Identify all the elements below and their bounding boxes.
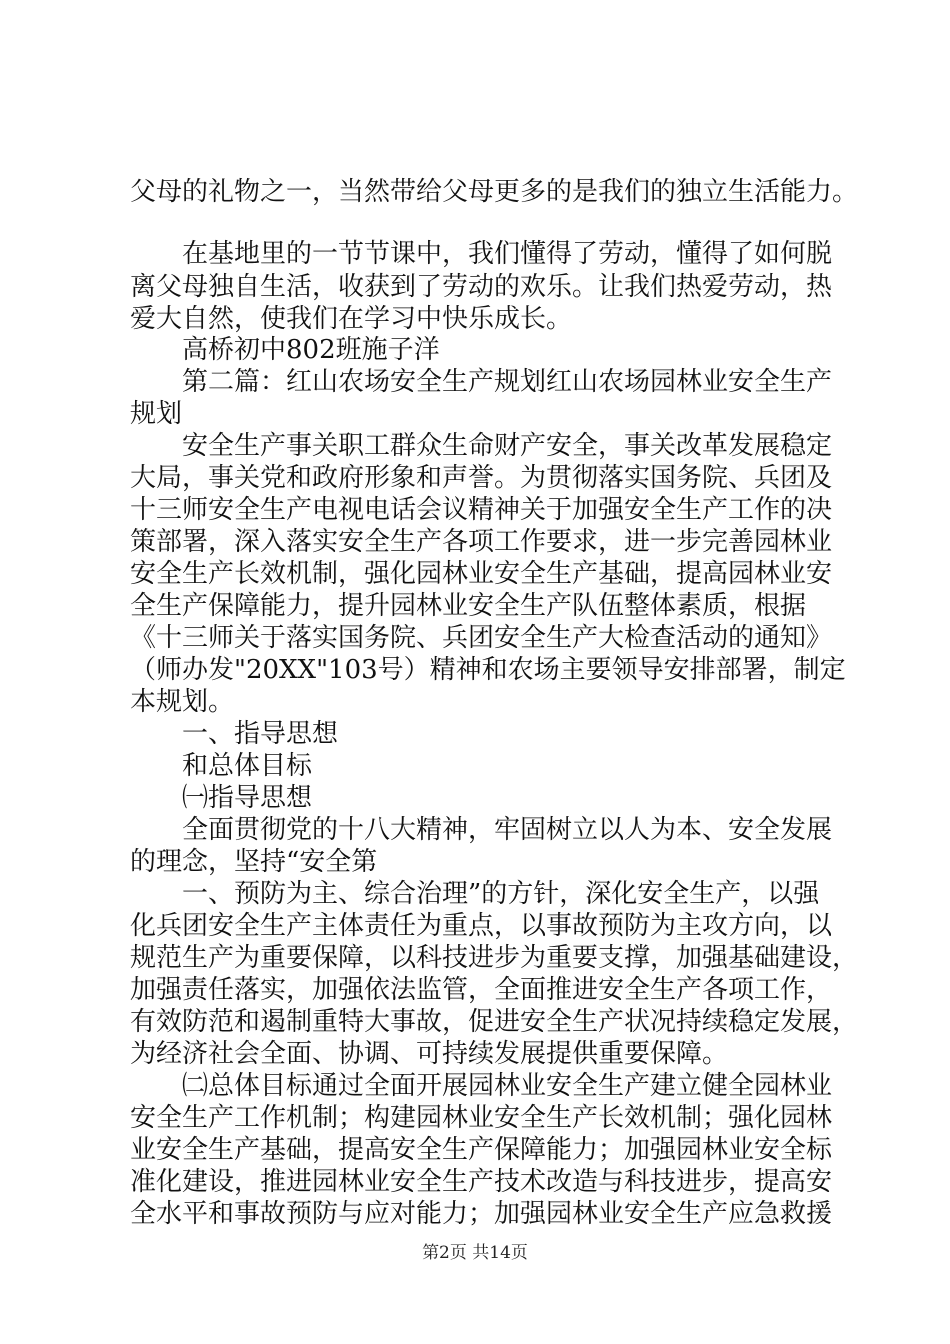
body-line: 准化建设，推进园林业安全生产技术改造与科技进步，提高安 <box>130 1167 833 1197</box>
body-line: ㈡总体目标通过全面开展园林业安全生产建立健全园林业 <box>182 1071 833 1101</box>
body-line: 一、预防为主、综合治理”的方针，深化安全生产，以强 <box>182 879 820 909</box>
body-line: 安全生产工作机制；构建园林业安全生产长效机制；强化园林 <box>130 1103 833 1133</box>
page-number-footer: 第2页 共14页 <box>422 1243 528 1263</box>
body-line: 全生产保障能力，提升园林业安全生产队伍整体素质，根据 <box>130 591 807 621</box>
body-line: 策部署，深入落实安全生产各项工作要求，进一步完善园林业 <box>130 527 833 557</box>
body-line: 安全生产长效机制，强化园林业安全生产基础，提高园林业安 <box>130 559 833 589</box>
body-line: 大局，事关党和政府形象和声誉。为贯彻落实国务院、兵团及 <box>130 463 833 493</box>
body-line: 离父母独自生活，收获到了劳动的欢乐。让我们热爱劳动，热 <box>130 272 833 302</box>
body-line: 规范生产为重要保障，以科技进步为重要支撑，加强基础建设， <box>130 943 859 973</box>
body-line: 《十三师关于落实国务院、兵团安全生产大检查活动的通知》 <box>130 623 833 653</box>
subsection-heading: 一、指导思想 <box>182 719 339 749</box>
body-line: 爱大自然，使我们在学习中快乐成长。 <box>130 304 573 334</box>
body-line: 有效防范和遏制重特大事故，促进安全生产状况持续稳定发展， <box>130 1007 859 1037</box>
subsection-heading: ㈠指导思想 <box>182 783 313 813</box>
body-line: 在基地里的一节节课中，我们懂得了劳动，懂得了如何脱 <box>182 239 833 269</box>
author-line: 高桥初中802班施子洋 <box>182 335 440 365</box>
section-heading: 规划 <box>130 399 183 429</box>
body-line: 业安全生产基础，提高安全生产保障能力；加强园林业安全标 <box>130 1135 833 1165</box>
body-line: （师办发"20XX"103号）精神和农场主要领导安排部署，制定 <box>130 655 846 685</box>
body-line: 十三师安全生产电视电话会议精神关于加强安全生产工作的决 <box>130 495 833 525</box>
body-line: 的理念，坚持“安全第 <box>130 847 378 877</box>
body-line: 安全生产事关职工群众生命财产安全，事关改革发展稳定 <box>182 431 833 461</box>
body-line: 全水平和事故预防与应对能力；加强园林业安全生产应急救援 <box>130 1199 833 1229</box>
subsection-heading: 和总体目标 <box>182 751 313 781</box>
body-line: 化兵团安全生产主体责任为重点，以事故预防为主攻方向，以 <box>130 911 833 941</box>
body-line: 全面贯彻党的十八大精神，牢固树立以人为本、安全发展 <box>182 815 833 845</box>
body-line: 父母的礼物之一，当然带给父母更多的是我们的独立生活能力。 <box>130 177 859 207</box>
body-line: 本规划。 <box>130 687 235 717</box>
body-line: 为经济社会全面、协调、可持续发展提供重要保障。 <box>130 1039 729 1069</box>
section-heading: 第二篇：红山农场安全生产规划红山农场园林业安全生产 <box>182 367 833 397</box>
body-line: 加强责任落实，加强依法监管，全面推进安全生产各项工作， <box>130 975 833 1005</box>
